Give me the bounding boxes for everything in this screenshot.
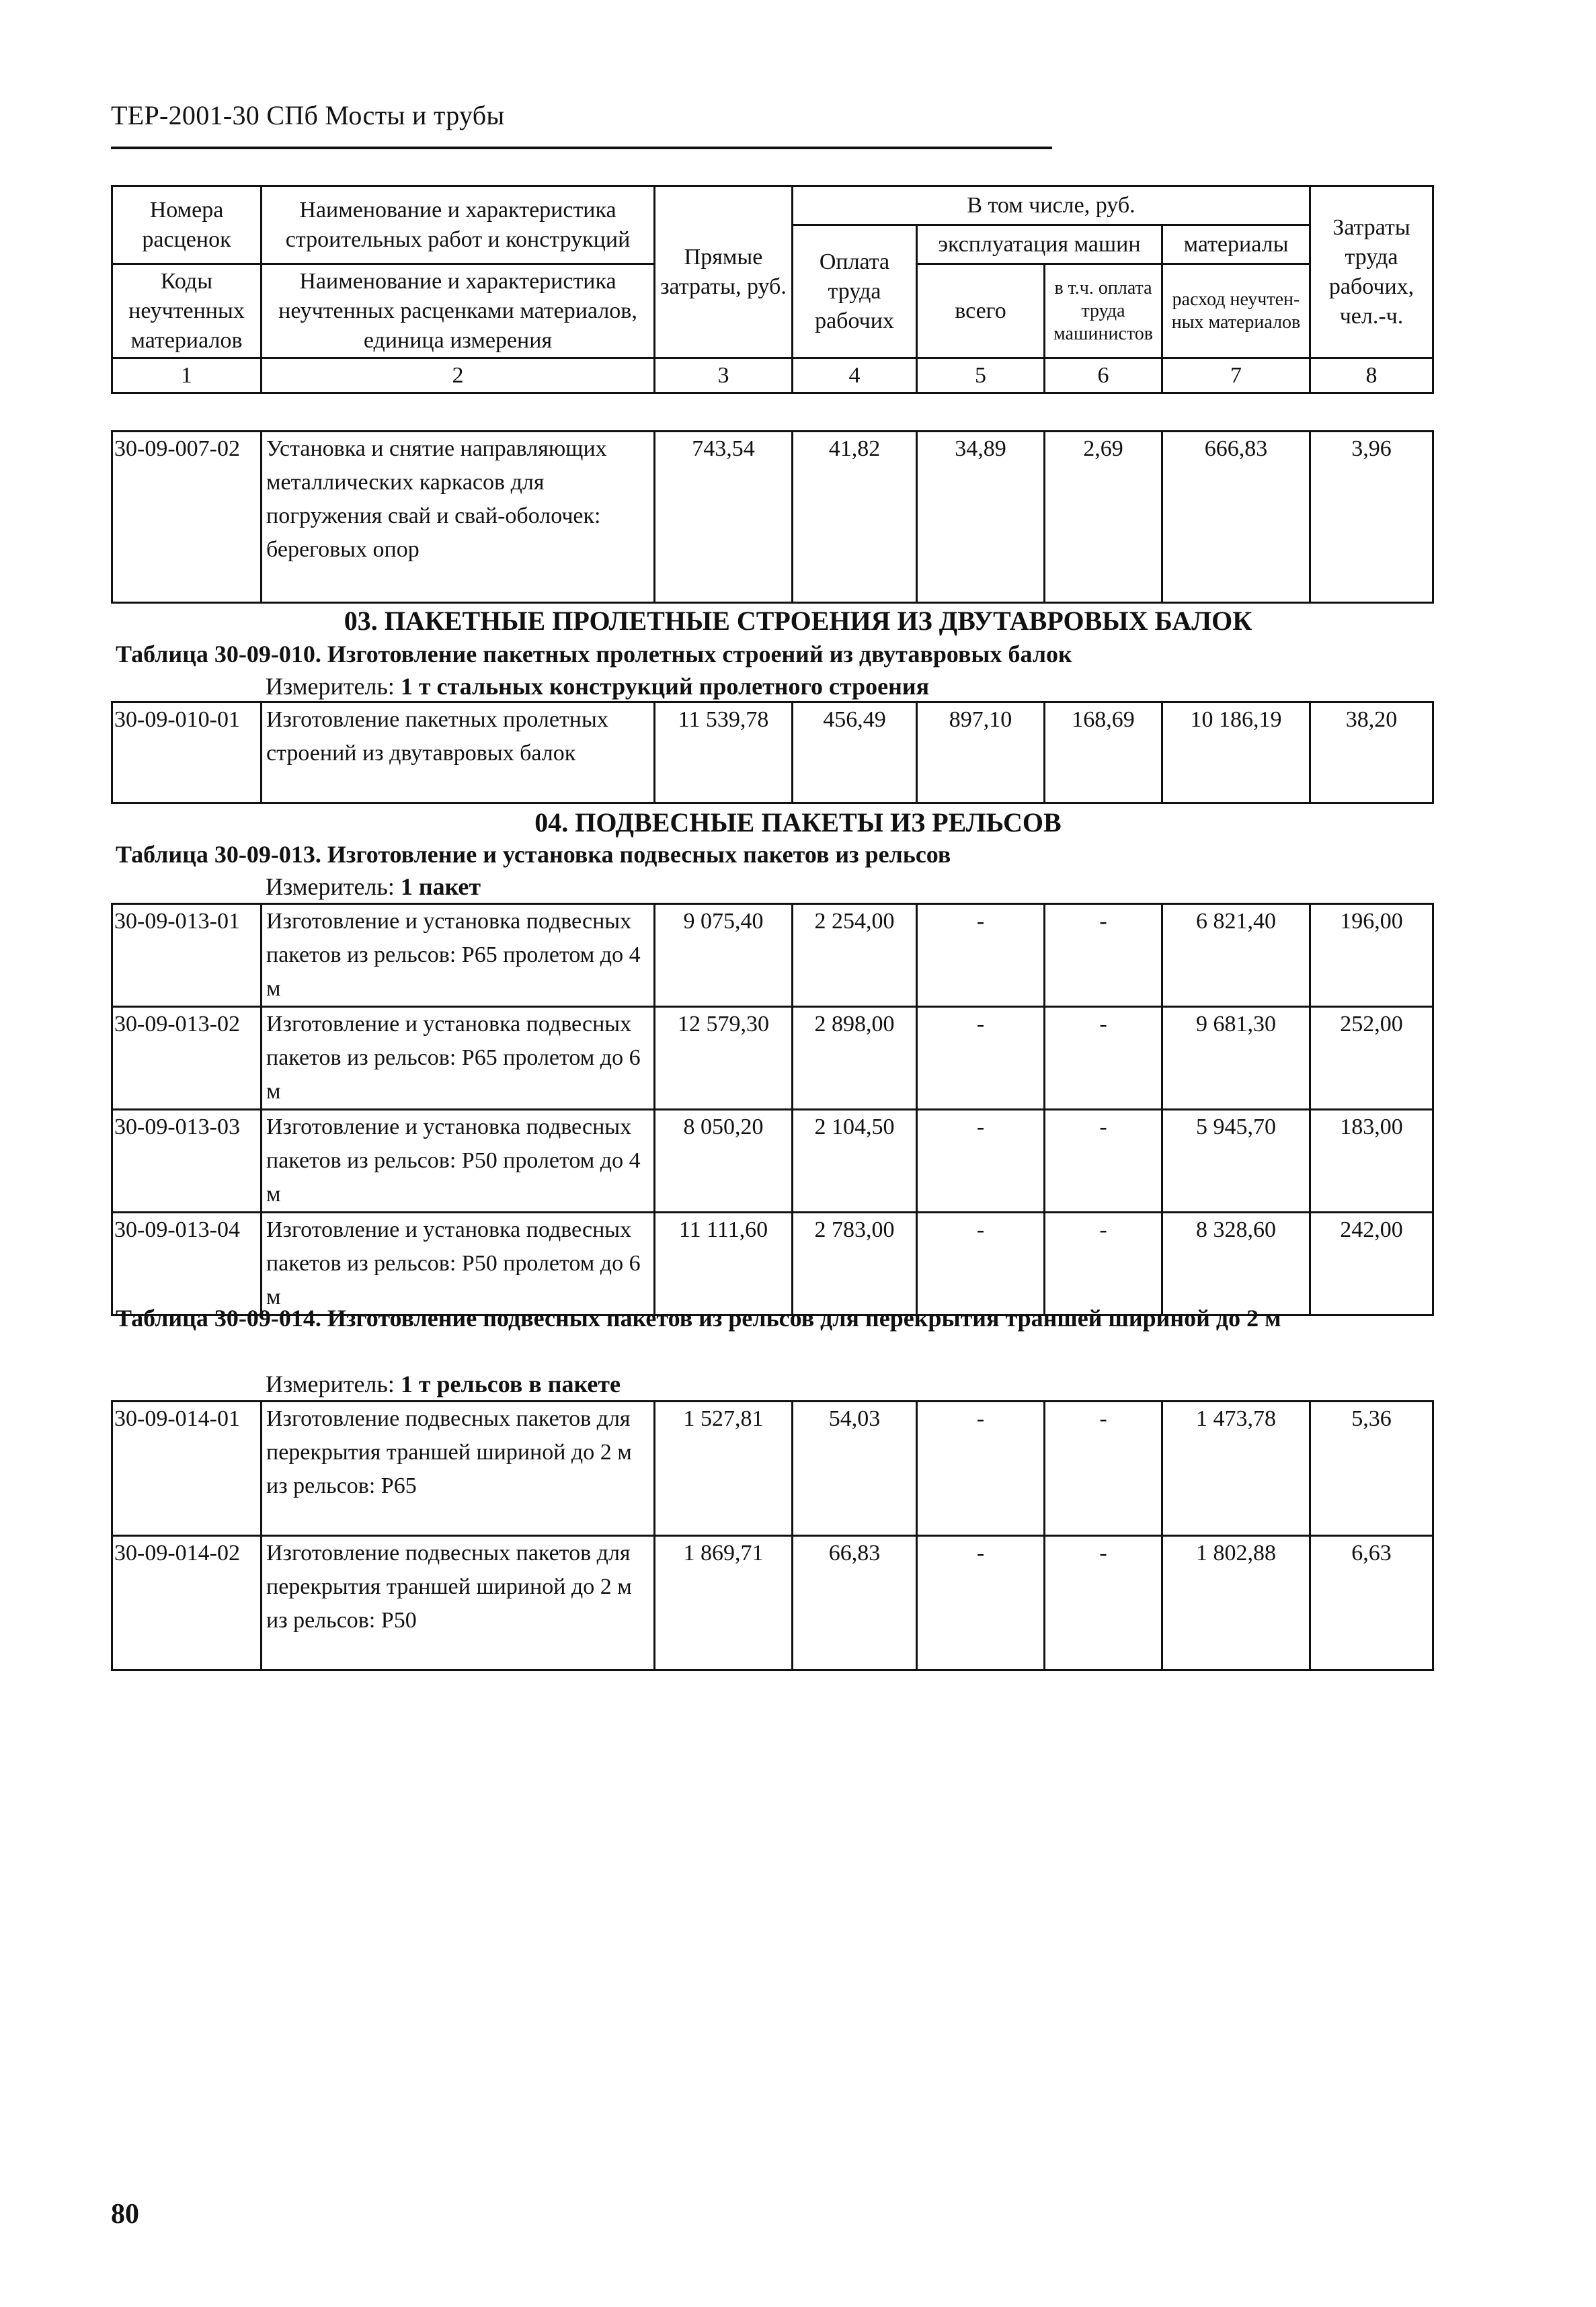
labor-hours: 6,63	[1310, 1536, 1433, 1670]
direct-costs: 8 050,20	[655, 1110, 793, 1213]
col-number-2: 2	[262, 358, 655, 393]
meter-010	[266, 672, 929, 700]
col-number-3: 3	[655, 358, 793, 393]
labor-hours: 196,00	[1310, 904, 1433, 1007]
materials-cost: 1 802,88	[1162, 1536, 1310, 1670]
machinists-pay: -	[1045, 1213, 1162, 1316]
direct-costs: 1 869,71	[655, 1536, 793, 1670]
direct-costs: 9 075,40	[655, 904, 793, 1007]
machinists-pay: -	[1045, 904, 1162, 1007]
meter-label: Измеритель:	[266, 1371, 395, 1398]
page-number: 80	[111, 2199, 139, 2230]
header-including: В том числе, руб.	[793, 186, 1310, 225]
table-row	[112, 904, 1433, 1007]
table-row	[112, 1402, 1433, 1536]
table-title-010: Таблица 30-09-010. Изготовление пакетных пролетных строений из двутавровых балок	[116, 641, 1072, 667]
work-name: Изготовление и установка подвесных пакетов из рельсов: Р50 пролетом до 4 м	[262, 1110, 655, 1213]
machinists-pay: 2,69	[1045, 432, 1162, 603]
materials-cost: 10 186,19	[1162, 702, 1310, 803]
header-machines-total: всего	[917, 264, 1045, 358]
table-row	[112, 432, 1433, 603]
header-machinists-pay: в т.ч. оплата труда машинистов	[1045, 264, 1162, 358]
meter-013	[266, 873, 481, 901]
header-work-name: Наименование и характеристика строительных работ и конструкций	[262, 186, 655, 264]
table-row	[112, 1536, 1433, 1670]
work-name: Изготовление и установка подвесных пакетов из рельсов: Р65 пролетом до 6 м	[262, 1007, 655, 1110]
materials-cost: 1 473,78	[1162, 1402, 1310, 1536]
labor-hours: 38,20	[1310, 702, 1433, 803]
work-name: Изготовление и установка подвесных пакетов из рельсов: Р65 пролетом до 4 м	[262, 904, 655, 1007]
machinists-pay: -	[1045, 1536, 1162, 1670]
direct-costs: 743,54	[655, 432, 793, 603]
col-number-6: 6	[1045, 358, 1162, 393]
rates-table-013	[111, 903, 1434, 1316]
table-title-013: Таблица 30-09-013. Изготовление и установка подвесных пакетов из рельсов	[116, 841, 951, 868]
labor-pay: 66,83	[793, 1536, 917, 1670]
machinists-pay: -	[1045, 1007, 1162, 1110]
col-number-7: 7	[1162, 358, 1310, 393]
machines-total: -	[917, 1007, 1045, 1110]
labor-hours: 5,36	[1310, 1402, 1433, 1536]
machinists-pay: 168,69	[1045, 702, 1162, 803]
col-number-1: 1	[112, 358, 262, 393]
labor-pay: 41,82	[793, 432, 917, 603]
machines-total: 34,89	[917, 432, 1045, 603]
work-name: Изготовление пакетных пролетных строений из двутавровых балок	[262, 702, 655, 803]
work-name: Изготовление подвесных пакетов для перекрытия траншей шириной до 2 м из рельсов: Р50	[262, 1536, 655, 1670]
labor-pay: 2 254,00	[793, 904, 917, 1007]
work-name: Установка и снятие направляющих металлических каркасов для погружения свай и свай-оболочек: береговых опор	[262, 432, 655, 603]
table-row	[112, 1007, 1433, 1110]
rates-table-007	[111, 430, 1434, 604]
header-rule	[111, 147, 1052, 149]
section-title-03: 03. ПАКЕТНЫЕ ПРОЛЕТНЫЕ СТРОЕНИЯ ИЗ ДВУТАВРОВЫХ БАЛОК	[344, 606, 1252, 636]
meter-value: 1 т стальных конструкций пролетного строения	[400, 673, 930, 700]
header-labor-pay: Оплата труда рабочих	[793, 225, 917, 358]
table-row	[112, 1110, 1433, 1213]
materials-cost: 8 328,60	[1162, 1213, 1310, 1316]
rate-code: 30-09-014-02	[112, 1536, 262, 1670]
rates-table-014	[111, 1400, 1434, 1671]
machines-total: -	[917, 1536, 1045, 1670]
header-unaccounted-materials: расход неучтен-ных материалов	[1162, 264, 1310, 358]
direct-costs: 11 111,60	[655, 1213, 793, 1316]
col-number-4: 4	[793, 358, 917, 393]
meter-014	[266, 1370, 621, 1398]
materials-cost: 9 681,30	[1162, 1007, 1310, 1110]
rate-code: 30-09-013-03	[112, 1110, 262, 1213]
table-row	[112, 1213, 1433, 1316]
rates-table-010	[111, 701, 1434, 804]
labor-pay: 456,49	[793, 702, 917, 803]
meter-label: Измеритель:	[266, 673, 395, 700]
section-title-04: 04. ПОДВЕСНЫЕ ПАКЕТЫ ИЗ РЕЛЬСОВ	[534, 807, 1062, 838]
machines-total: -	[917, 1213, 1045, 1316]
rate-code: 30-09-014-01	[112, 1402, 262, 1536]
labor-pay: 2 898,00	[793, 1007, 917, 1110]
header-codes: Номера расценок	[112, 186, 262, 264]
materials-cost: 5 945,70	[1162, 1110, 1310, 1213]
header-direct-costs: Прямые затраты, руб.	[655, 186, 793, 358]
meter-value: 1 пакет	[400, 873, 481, 900]
materials-cost: 666,83	[1162, 432, 1310, 603]
meter-label: Измеритель:	[266, 873, 395, 900]
labor-pay: 54,03	[793, 1402, 917, 1536]
direct-costs: 1 527,81	[655, 1402, 793, 1536]
rate-code: 30-09-013-01	[112, 904, 262, 1007]
rate-code: 30-09-013-02	[112, 1007, 262, 1110]
page-header: ТЕР-2001-30 СПб Мосты и трубы	[111, 100, 505, 130]
rate-code: 30-09-013-04	[112, 1213, 262, 1316]
machines-total: -	[917, 904, 1045, 1007]
machinists-pay: -	[1045, 1402, 1162, 1536]
machines-total: 897,10	[917, 702, 1045, 803]
header-material-name: Наименование и характеристика неучтенных расценками материалов, единица измерения	[262, 264, 655, 358]
col-number-5: 5	[917, 358, 1045, 393]
header-machines: эксплуатация машин	[917, 225, 1162, 264]
materials-cost: 6 821,40	[1162, 904, 1310, 1007]
col-number-8: 8	[1310, 358, 1433, 393]
column-header-table	[111, 185, 1434, 394]
labor-hours: 242,00	[1310, 1213, 1433, 1316]
labor-hours: 252,00	[1310, 1007, 1433, 1110]
machinists-pay: -	[1045, 1110, 1162, 1213]
machines-total: -	[917, 1402, 1045, 1536]
work-name: Изготовление и установка подвесных пакетов из рельсов: Р50 пролетом до 6 м	[262, 1213, 655, 1316]
direct-costs: 12 579,30	[655, 1007, 793, 1110]
header-labor-hours: Затраты труда рабочих, чел.-ч.	[1310, 186, 1433, 358]
header-material-codes: Коды неучтенных материалов	[112, 264, 262, 358]
meter-value: 1 т рельсов в пакете	[400, 1371, 621, 1398]
labor-hours: 183,00	[1310, 1110, 1433, 1213]
header-materials: материалы	[1162, 225, 1310, 264]
work-name: Изготовление подвесных пакетов для перекрытия траншей шириной до 2 м из рельсов: Р65	[262, 1402, 655, 1536]
labor-hours: 3,96	[1310, 432, 1433, 603]
machines-total: -	[917, 1110, 1045, 1213]
labor-pay: 2 783,00	[793, 1213, 917, 1316]
labor-pay: 2 104,50	[793, 1110, 917, 1213]
rate-code: 30-09-010-01	[112, 702, 262, 803]
direct-costs: 11 539,78	[655, 702, 793, 803]
rate-code: 30-09-007-02	[112, 432, 262, 603]
table-title-014: Таблица 30-09-014. Изготовление подвесных пакетов из рельсов для перекрытия траншей шириной до 2 м	[116, 1305, 1281, 1332]
table-row	[112, 702, 1433, 803]
